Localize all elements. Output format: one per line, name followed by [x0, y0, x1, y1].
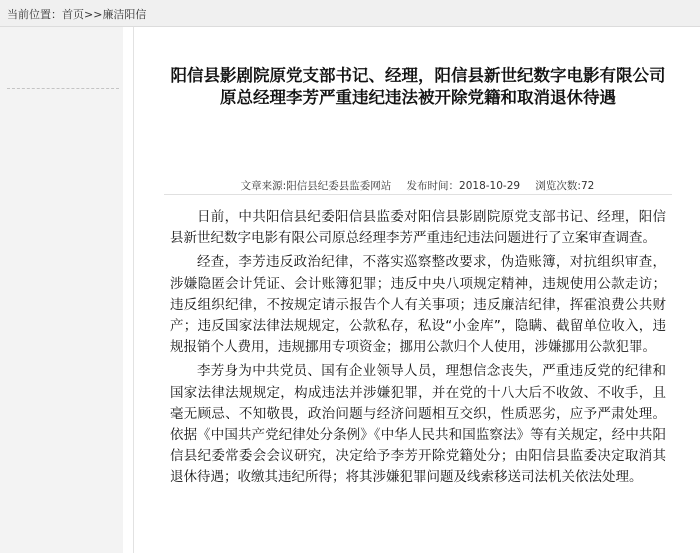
- top-bar: [0, 0, 700, 27]
- article-views: 浏览次数:72: [535, 180, 595, 192]
- article-source: 文章来源:阳信县纪委县监委网站: [240, 180, 392, 192]
- breadcrumb-section-link[interactable]: 廉洁阳信: [102, 8, 147, 21]
- breadcrumb-prefix: 当前位置：: [7, 8, 62, 21]
- sidebar: [0, 27, 123, 553]
- meta-divider: [164, 194, 672, 195]
- article-title: 阳信县影剧院原党支部书记、经理，阳信县新世纪数字电影有限公司原总经理李芳严重违纪违法被开除党籍和取消退休待遇: [170, 66, 666, 107]
- breadcrumb-home-link[interactable]: 首页: [62, 8, 84, 21]
- breadcrumb: [7, 6, 146, 22]
- sidebar-divider: [7, 88, 119, 89]
- article-publish-time: 发布时间：2018-10-29: [406, 180, 521, 192]
- article-body: [170, 207, 666, 492]
- article-paragraph-3: 李芳身为中共党员、国有企业领导人员，理想信念丧失，严重违反党的纪律和国家法律法规规定，构成违法并涉嫌犯罪，并在党的十八大后不收敛、不收手，且毫无顾忌、不知敬畏，政治问题与经济问题相互交织，性质恶劣，应予严肃处理。依据《中国共产党纪律处分条例》《中华人民共和国监察法》等有关规定，经中共阳信县纪委常委会会议研究，决定给予李芳开除党籍处分；由阳信县监委决定取消其退休待遇；收缴其违纪所得；将其涉嫌犯罪问题及线索移送司法机关依法处理。: [170, 363, 666, 486]
- article-meta: [134, 178, 700, 193]
- article-paragraph-1: 日前，中共阳信县纪委阳信县监委对阳信县影剧院原党支部书记、经理，阳信县新世纪数字电影有限公司原总经理李芳严重违纪违法问题进行了立案审查调查。: [170, 209, 666, 247]
- breadcrumb-separator: >>: [84, 8, 103, 21]
- article-container: [133, 27, 700, 553]
- article-paragraph-2: 经查，李芳违反政治纪律，不落实巡察整改要求，伪造账簿，对抗组织审查，涉嫌隐匿会计凭证、会计账簿犯罪；违反中央八项规定精神，违规使用公款走访；违反组织纪律，不按规定请示报告个人有关事项；违反廉洁纪律，挥霍浪费公共财产；违反国家法律法规规定，公款私存，私设“小金库”，隐瞒、截留单位收入，违规报销个人费用，违规挪用专项资金；挪用公款归个人使用，涉嫌挪用公款犯罪。: [170, 254, 666, 356]
